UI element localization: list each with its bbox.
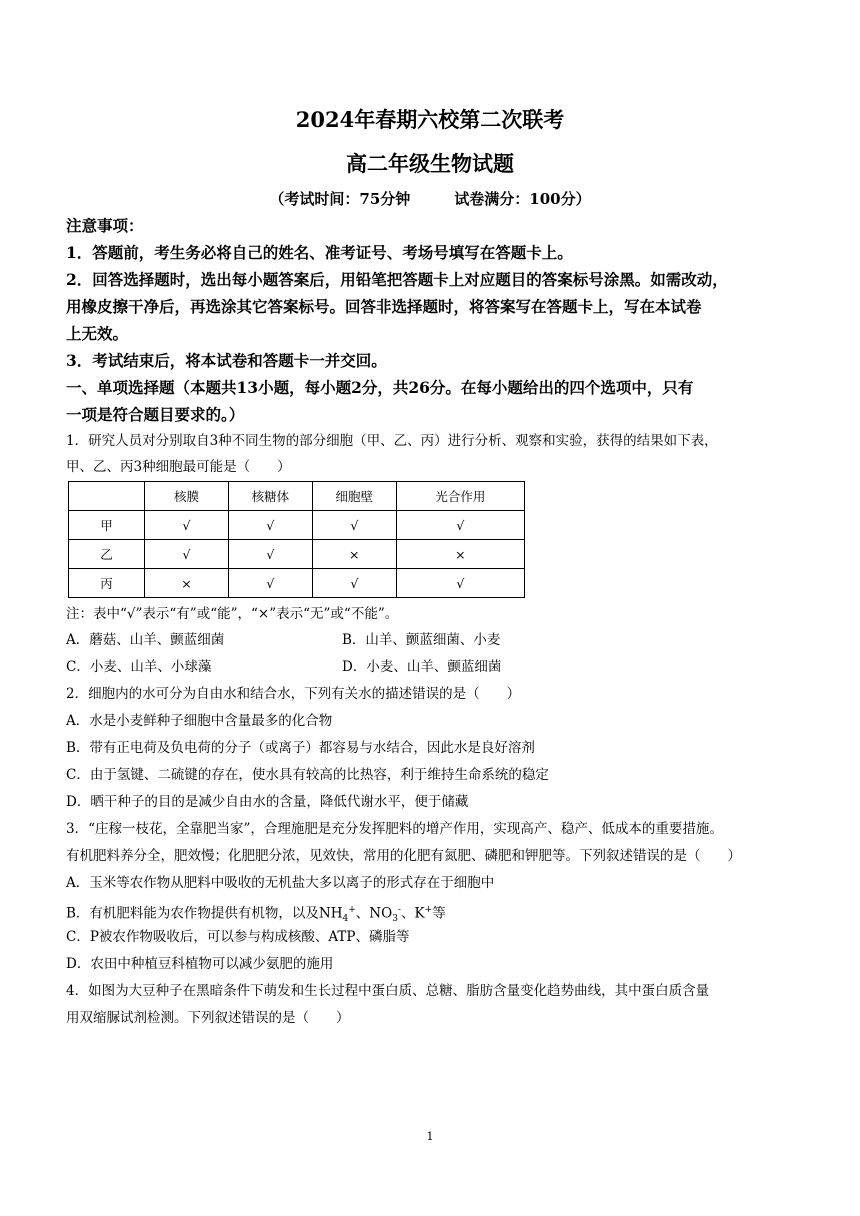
q2-option-c: C．由于氢键、二硫键的存在，使水具有较高的比热容，利于维持生命系统的稳定 (66, 767, 549, 783)
q1-stem-line-1: 1．研究人员对分别取自3种不同生物的部分细胞（甲、乙、丙）进行分析、观察和实验，获得的结果如下表， (66, 433, 718, 449)
note-2-line-2: 用橡皮擦干净后，再选涂其它答案标号。回答非选择题时，将答案写在答题卡上，写在本试卷 (66, 297, 702, 316)
table-cell: √ (228, 540, 312, 569)
table-cell: √ (228, 569, 312, 598)
exam-title: 2024年春期六校第二次联考 (295, 107, 565, 132)
q1-table (68, 481, 525, 598)
q3-option-d: D．农田中种植豆科植物可以减少氨肥的施用 (66, 956, 334, 972)
exam-subtitle: 高二年级生物试题 (346, 151, 514, 176)
q1-stem-line-2: 甲、乙、丙3种细胞最可能是（ ） (66, 459, 291, 475)
note-2-line-1: 2．回答选择题时，选出每小题答案后，用铅笔把答题卡上对应题目的答案标号涂黑。如需改动， (66, 270, 728, 289)
q1-option-b: B．山羊、颤蓝细菌、小麦 (342, 632, 501, 648)
exam-time: （考试时间：75分钟 (269, 190, 411, 208)
q1-table-note: 注：表中“√”表示“有”或“能”，“×”表示“无”或“不能”。 (66, 606, 399, 622)
q1-option-d: D．小麦、山羊、颤蓝细菌 (342, 659, 502, 675)
table-cell: √ (145, 540, 229, 569)
table-header-row (69, 482, 525, 511)
table-row (69, 511, 525, 540)
table-cell: × (145, 569, 229, 598)
q3-stem-line-1: 3．“庄稼一枝花，全靠肥当家”，合理施肥是充分发挥肥料的增产作用，实现高产、稳产、低成本的重要措施。 (66, 821, 723, 837)
table-cell: 乙 (69, 540, 145, 569)
q1-option-a: A．蘑菇、山羊、颤蓝细菌 (66, 632, 225, 648)
table-cell: 丙 (69, 569, 145, 598)
table-header-cell: 细胞壁 (312, 482, 396, 511)
table-cell: √ (228, 511, 312, 540)
page-number: 1 (426, 1130, 434, 1143)
table-cell: × (396, 540, 524, 569)
k-charge: + (424, 905, 433, 915)
exam-score: 试卷满分：100分） (454, 190, 591, 208)
q2-option-b: B．带有正电荷及负电荷的分子（或离子）都容易与水结合，因此水是良好溶剂 (66, 740, 535, 756)
table-header-cell: 光合作用 (396, 482, 524, 511)
q3-stem-line-2: 有机肥料养分全，肥效慢；化肥肥分浓，见效快，常用的化肥有氮肥、磷肥和钾肥等。下列叙述错误的是（ ） (66, 848, 741, 864)
table-header-cell: 核膜 (145, 482, 229, 511)
table-cell: × (312, 540, 396, 569)
section-heading-line-2: 一项是符合题目要求的。） (66, 405, 245, 424)
nh4-subscript: 4 (342, 914, 349, 925)
note-1: 1．答题前，考生务必将自己的姓名、准考证号、考场号填写在答题卡上。 (66, 243, 573, 262)
table-cell: √ (396, 511, 524, 540)
nh4-charge: + (348, 905, 356, 915)
table-row (69, 569, 525, 598)
section-heading-line-1: 一、单项选择题（本题共13小题，每小题2分，共26分。在每小题给出的四个选项中，只有 (66, 378, 694, 397)
table-cell: √ (312, 569, 396, 598)
table-row (69, 540, 525, 569)
note-3: 3．考试结束后，将本试卷和答题卡一并交回。 (66, 351, 387, 370)
k-text: 、K (400, 905, 425, 922)
exam-info (0, 188, 860, 209)
q3-option-b-text: B．有机肥料能为农作物提供有机物，以及NH (66, 905, 343, 922)
notes-heading: 注意事项： (66, 216, 144, 235)
table-cell: √ (396, 569, 524, 598)
no3-charge: - (397, 905, 401, 915)
q3-option-c: C．P被农作物吸收后，可以参与构成核酸、ATP、磷脂等 (66, 929, 410, 945)
note-2-line-3: 上无效。 (66, 324, 129, 343)
q2-option-a: A．水是小麦鲜种子细胞中含量最多的化合物 (66, 713, 333, 729)
table-header-cell: 核糖体 (228, 482, 312, 511)
q3-option-b-tail: 等 (432, 905, 446, 922)
table-cell: √ (312, 511, 396, 540)
q4-stem-line-1: 4．如图为大豆种子在黑暗条件下萌发和生长过程中蛋白质、总糖、脂肪含量变化趋势曲线，其中蛋白质含量 (66, 983, 710, 999)
q3-option-a: A．玉米等农作物从肥料中吸收的无机盐大多以离子的形式存在于细胞中 (66, 875, 495, 891)
q1-option-c: C．小麦、山羊、小球藻 (66, 659, 212, 675)
no3-subscript: 3 (392, 914, 398, 925)
q4-stem-line-2: 用双缩脲试剂检测。下列叙述错误的是（ ） (66, 1010, 350, 1026)
table-cell: 甲 (69, 511, 145, 540)
q2-option-d: D．晒干种子的目的是减少自由水的含量，降低代谢水平，便于储藏 (66, 794, 469, 810)
table-header-cell (69, 482, 145, 511)
table-cell: √ (145, 511, 229, 540)
q2-stem: 2．细胞内的水可分为自由水和结合水，下列有关水的描述错误的是（ ） (66, 686, 521, 702)
no3-text: 、NO (355, 905, 393, 922)
